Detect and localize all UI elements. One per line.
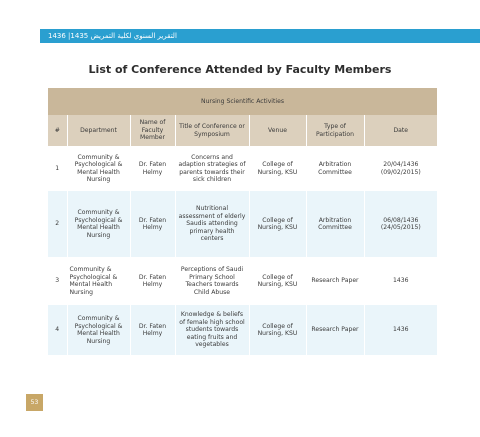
table-cell: College of Nursing, KSU	[249, 146, 306, 191]
table-row	[48, 257, 437, 305]
report-banner	[40, 29, 480, 43]
table-cell: Community & Psychological & Mental Health Nursing	[67, 146, 130, 191]
table-cell: Arbitration Committee	[306, 146, 364, 191]
table-cell: 20/04/1436 (09/02/2015)	[364, 146, 437, 191]
table-cell: College of Nursing, KSU	[249, 257, 306, 305]
column-header: Title of Conference or Symposium	[175, 115, 249, 146]
table-cell: Dr. Faten Helmy	[130, 146, 175, 191]
table-cell: Arbitration Committee	[306, 191, 364, 257]
table-cell: Dr. Faten Helmy	[130, 191, 175, 257]
table-cell: Research Paper	[306, 257, 364, 305]
table-cell: Dr. Faten Helmy	[130, 257, 175, 305]
table-cell: Community & Psychological & Mental Health Nursing	[67, 305, 130, 355]
table-cell: Perceptions of Saudi Primary School Teachers towards Child Abuse	[175, 257, 249, 305]
table-cell: College of Nursing, KSU	[249, 191, 306, 257]
table-cell: Knowledge & beliefs of female high school students towards eating fruits and vegetables	[175, 305, 249, 355]
table-cell: Community & Psychological & Mental Health Nursing	[67, 257, 130, 305]
table-row	[48, 305, 437, 355]
column-header: Department	[67, 115, 130, 146]
page-number-badge	[26, 394, 43, 411]
conference-table	[48, 88, 437, 355]
table-row	[48, 146, 437, 191]
section-title: Nursing Scientific Activities	[48, 88, 437, 115]
table-cell: Dr. Faten Helmy	[130, 305, 175, 355]
table-cell: Research Paper	[306, 305, 364, 355]
table-cell: 1436	[364, 305, 437, 355]
table-row	[48, 191, 437, 257]
column-header: Date	[364, 115, 437, 146]
column-header: #	[48, 115, 67, 146]
table-cell: Community & Psychological & Mental Health Nursing	[67, 191, 130, 257]
table-cell: Nutritional assessment of elderly Saudis attending primary health centers	[175, 191, 249, 257]
table-cell: 3	[48, 257, 67, 305]
table-cell: 1	[48, 146, 67, 191]
table-cell: Concerns and adaption strategies of parents towards their sick children	[175, 146, 249, 191]
column-header: Type of Participation	[306, 115, 364, 146]
column-header: Venue	[249, 115, 306, 146]
table-cell: 06/08/1436 (24/05/2015)	[364, 191, 437, 257]
table-cell: 4	[48, 305, 67, 355]
page-number: 53	[30, 399, 39, 406]
column-header: Name of Faculty Member	[130, 115, 175, 146]
table-cell: College of Nursing, KSU	[249, 305, 306, 355]
table-cell: 2	[48, 191, 67, 257]
page-title: List of Conference Attended by Faculty Members	[88, 63, 392, 76]
banner-text: التقرير السنوي لكلية التمريض 1435| 1436	[48, 32, 177, 40]
table-cell: 1436	[364, 257, 437, 305]
